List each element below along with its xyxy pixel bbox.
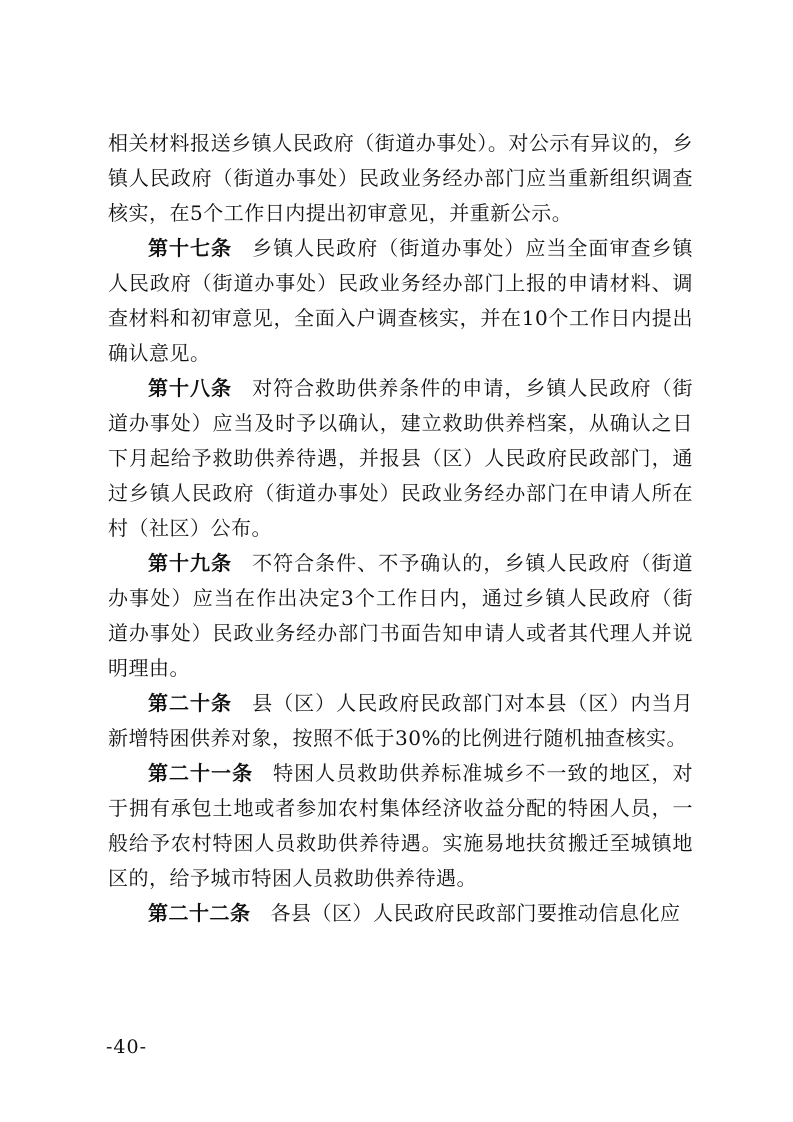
paragraph-text: 相关材料报送乡镇人民政府（街道办事处）。对公示有异议的，乡镇人民政府（街道办事处）民政业务经办部门应当重新组织调查核实，在5个工作日内提出初审意见，并重新公示。 [108,131,693,225]
article-20 [108,686,693,756]
paragraph-text: 乡镇人民政府（街道办事处）应当全面审查乡镇人民政府（街道办事处）民政业务经办部门上报的申请材料、调查材料和初审意见，全面入户调查核实，并在10个工作日内提出确认意见。 [108,236,694,365]
paragraph-text: 特困人员救助供养标准城乡不一致的地区，对于拥有承包土地或者参加农村集体经济收益分配的特困人员，一般给予农村特困人员救助供养待遇。实施易地扶贫搬迁至城镇地区的，给予城市特困人员救助供养待遇。 [108,761,694,890]
article-19 [108,546,693,686]
paragraph-text: 各县（区）人民政府民政部门要推动信息化应 [270,901,681,925]
article-21 [108,756,693,896]
paragraph-text: 县（区）人民政府民政部门对本县（区）内当月新增特困供养对象，按照不低于30%的比例进行随机抽查核实。 [108,691,694,750]
article-label: 第二十一条 [148,761,254,785]
paragraph-continuation [108,126,693,231]
article-label: 第二十二条 [148,901,251,925]
paragraph-text: 对符合救助供养条件的申请，乡镇人民政府（街道办事处）应当及时予以确认，建立救助供养档案，从确认之日下月起给予救助供养待遇，并报县（区）人民政府民政部门，通过乡镇人民政府（街道办事处）民政业务经办部门在申请人所在村（社区）公布。 [108,376,694,540]
article-17 [108,231,693,371]
article-18 [108,371,693,546]
article-label: 第十八条 [148,376,233,400]
document-body [108,126,693,931]
article-22 [108,896,693,931]
article-label: 第二十条 [148,691,233,715]
article-label: 第十九条 [148,551,233,575]
paragraph-text: 不符合条件、不予确认的，乡镇人民政府（街道办事处）应当在作出决定3个工作日内，通过乡镇人民政府（街道办事处）民政业务经办部门书面告知申请人或者其代理人并说明理由。 [108,551,694,680]
article-label: 第十七条 [148,236,233,260]
page-number: -40- [106,1036,148,1058]
